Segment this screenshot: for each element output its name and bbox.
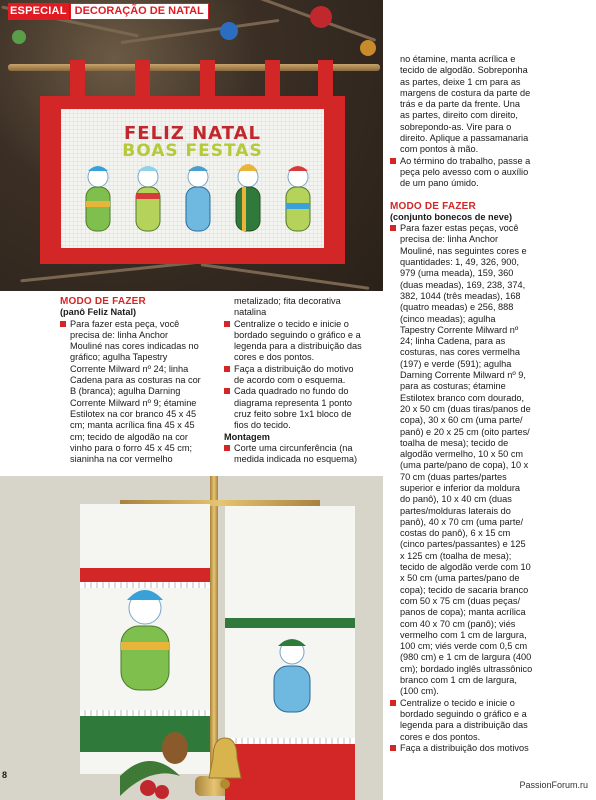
instructions-column-2	[224, 296, 376, 465]
page-number: 8	[2, 770, 8, 780]
paragraph-assembly: no étamine, manta acrílica e tecido de algodão. Sobreponha as partes, deixe 1 cm para as margens de costura da parte de trás e da parte da frente. Una as partes, direito com direito, sobrepondo-as. Vire para o direito. Aplique a passamanaria com pontos à mão.	[400, 54, 531, 155]
section-tag: ESPECIAL	[8, 3, 69, 20]
banner-subgreeting: BOAS FESTAS	[122, 141, 263, 161]
bullet-finishing: Ao término do trabalho, passe a peça pelo avesso com o auxílio de um pano úmido.	[390, 156, 590, 190]
bullet-materials-pano: Para fazer esta peça, você precisa de: linha Anchor Mouliné nas cores indicadas no gráfico; agulha Tapestry Corrente Milward nº 24; linha Cadena para as costuras na cor B (branca); agulha Darning Corrente Milward nº 9; étamine Estilotex na cor branco 45 x 45 cm; manta acrílica fina 45 x 45 cm; tecido de algodão na cor vinho para o forro 45 x 45 cm; sianinha na cor vermelho	[60, 319, 220, 466]
golden-bell-decoration	[205, 734, 245, 794]
bullet-cut-circle: Corte uma circunferência (na medida indicada no esquema)	[224, 443, 376, 466]
snowman-mitten-illustration-2	[262, 636, 322, 716]
heading-modo-de-fazer-2: MODO DE FAZER	[390, 200, 476, 212]
subheading-bonecos: (conjunto bonecos de neve)	[390, 211, 512, 222]
bullet-materials-bonecos: Para fazer estas peças, você precisa de: linha Anchor Mouliné, nas seguintes cores e quantidades: 1, 49, 326, 900, 979 (uma meada), 159, 360 (duas meadas), 169, 238, 374, 382, 1044 (três meadas), 168 (quatro meadas) e 256, 888 (cinco meadas); agulha Tapestry Corrente Milward nº 24; linha Cadena, para as costuras, nas cores vermelha (197) e verde (591); agulha Darning Corrente Milward nº 9, para as costuras; étamine Estilotex branco com dourado, 20 x 50 cm (duas tiras/panos de copa), 30 x 60 cm (uma parte/ panô) e 20 x 25 cm (oito partes/ toalha de mesa); tecido de algodão vermelho, 10 x 50 cm (uma parte/pano de copa), 10 x 70 cm (duas partes/partes superior e inferior da moldura do panô), 10 x 40 cm (duas partes/molduras laterais do panô), 40 x 70 cm (uma parte/ costas do panô), 6 x 15 cm (cinco partes/passantes) e 125 x 125 cm (toalha de mesa); tecido de algodão verde com 10 x 50 cm (uma partes/pano de copa); tecido de sacaria branco com 50 x 75 cm (duas peças/ panos de copa); manta acrílica com 40 x 70 cm (panô); viés vermelho com 1 cm de largura, 100 cm; viés verde com 0,5 cm (980 cm) e 1 cm de largura (400 cm); bordado inglês ultrassônico branco com 1 cm de largura, (100 cm).	[390, 223, 590, 697]
panel-photo	[0, 0, 383, 291]
towels-photo	[0, 476, 383, 800]
snowman-mittens-illustration	[71, 163, 316, 241]
subheading-montagem: Montagem	[224, 431, 270, 442]
bullet-motif-distribution-2: Faça a distribuição dos motivos	[390, 743, 590, 754]
bullet-diagram-square: Cada quadrado no fundo do diagrama representa 1 ponto cruz feito sobre 1x1 bloco de fios do tecido.	[224, 386, 376, 431]
instructions-column-3	[390, 54, 590, 754]
subheading-pano: (panô Feliz Natal)	[60, 307, 137, 318]
watermark-site: PassionForum.ru	[519, 780, 588, 790]
paragraph-continuation: metalizado; fita decorativa natalina	[234, 296, 341, 318]
bullet-motif-distribution: Faça a distribuição do motivo de acordo com o esquema.	[224, 364, 376, 387]
bullet-center-fabric: Centralize o tecido e inicie o bordado seguindo o gráfico e a legenda para a distribuição das cores e dos pontos.	[224, 319, 376, 364]
snowman-mitten-illustration-1	[105, 586, 185, 696]
heading-modo-de-fazer-1: MODO DE FAZER	[60, 296, 146, 307]
section-title: DECORAÇÃO DE NATAL	[70, 3, 209, 20]
instructions-column-1	[60, 296, 220, 465]
section-header	[8, 3, 209, 20]
bullet-center-fabric-2: Centralize o tecido e inicie o bordado seguindo o gráfico e a legenda para a distribuição das cores e dos pontos.	[390, 698, 590, 743]
embroidered-banner	[40, 96, 345, 264]
banner-greeting: FELIZ NATAL	[124, 123, 261, 144]
